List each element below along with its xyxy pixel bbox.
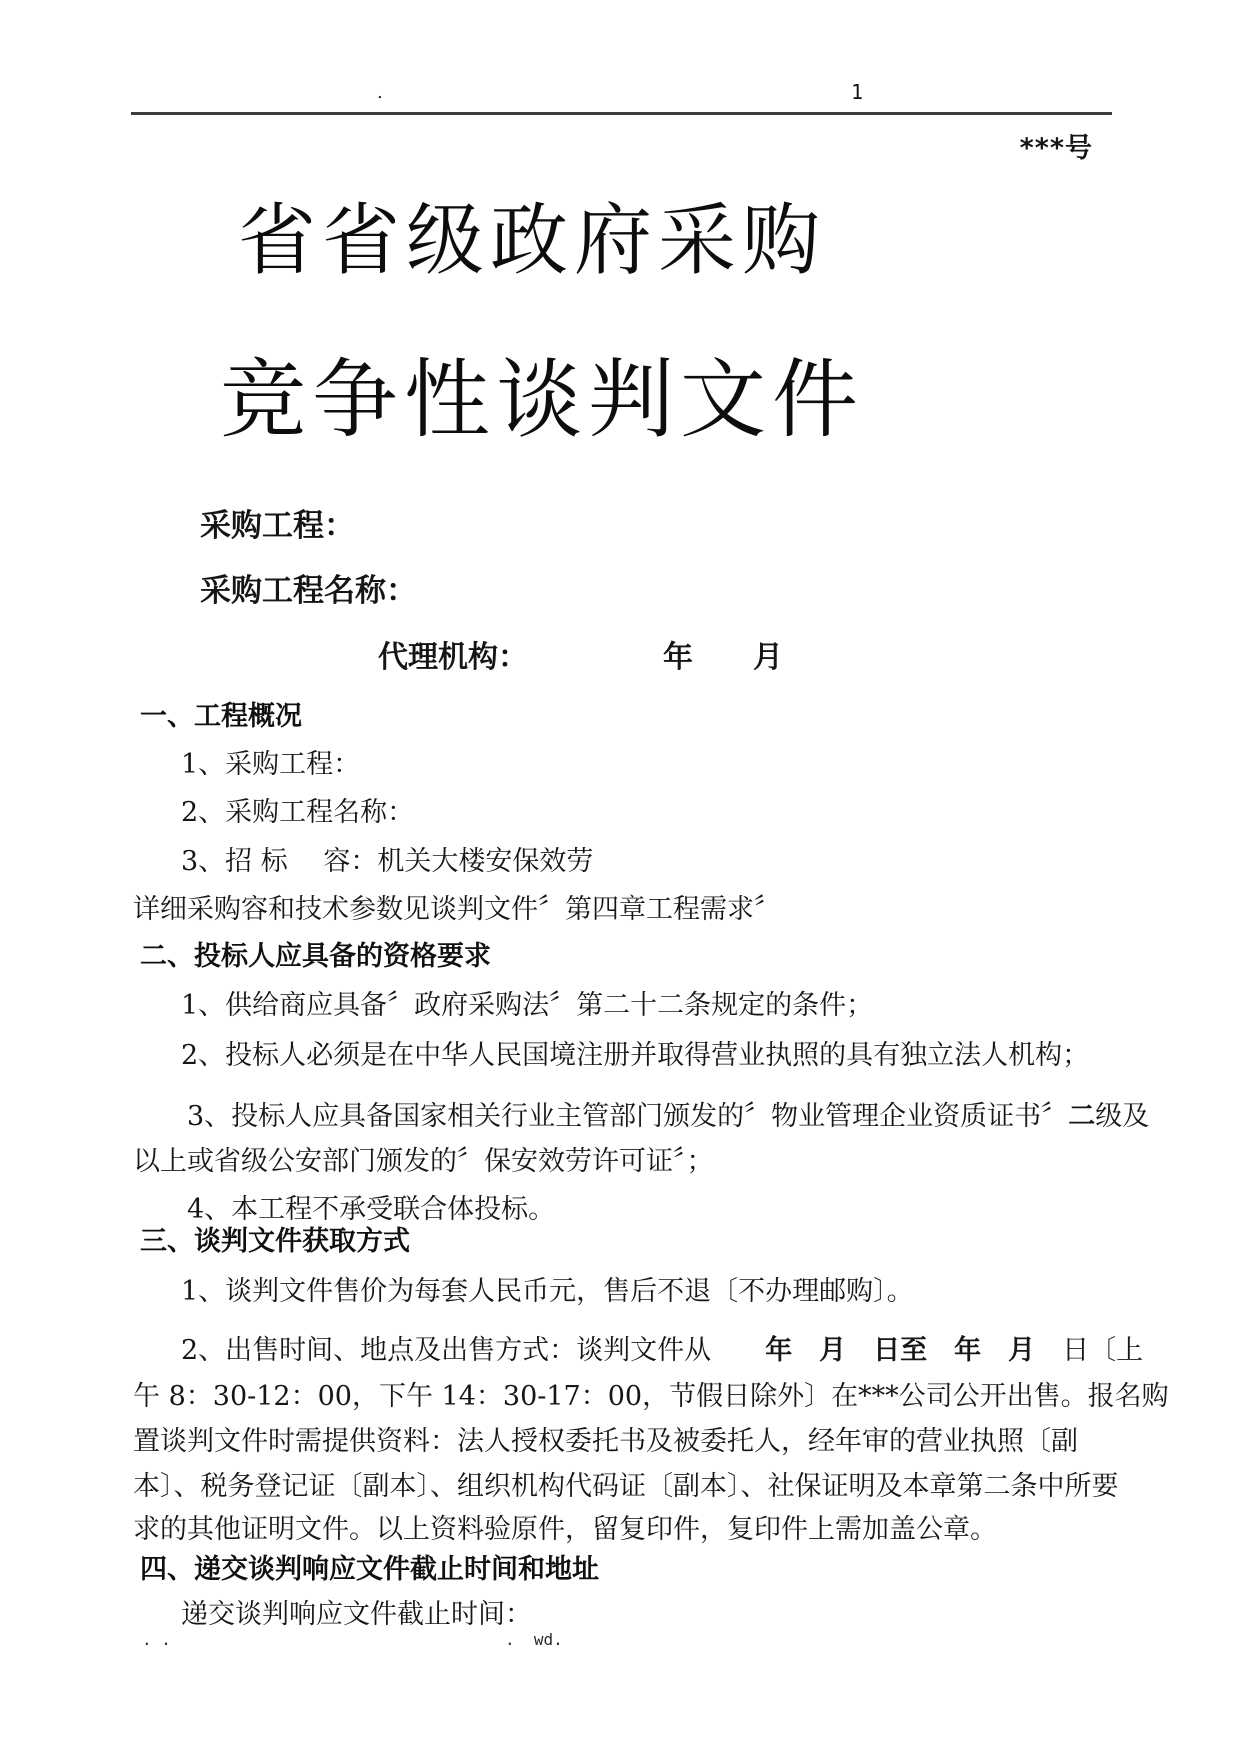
- section2-item3-suffix: 级及: [1095, 1101, 1150, 1132]
- header-rule: [131, 112, 1112, 115]
- section1-note: 详细采购容和技术参数见谈判文件〞第四章工程需求〞: [133, 894, 781, 925]
- section2-item3-line2: 以上或省级公安部门颁发的〞保安效劳许可证〞；: [133, 1146, 714, 1177]
- section3-item2-line1: [181, 1328, 1143, 1367]
- section1-item1: 1、采购工程：: [181, 749, 361, 780]
- section4-item1: 递交谈判响应文件截止时间：: [181, 1599, 532, 1630]
- section3-cont3: 本〕、税务登记证〔副本〕、组织机构代码证〔副本〕、社保证明及本章第二条中所要: [133, 1471, 1119, 1502]
- footer-left-marks: . .: [142, 1630, 171, 1649]
- cover-agency-date-line: 代理机构： 年 月: [378, 640, 783, 675]
- section1-item2: 2、采购工程名称：: [181, 797, 415, 828]
- section2-item3-bold: 二: [1068, 1101, 1096, 1132]
- title-line-2: 竞争性谈判文件: [220, 350, 864, 450]
- section1-heading: 一、工程概况: [140, 701, 302, 732]
- cover-project-label: 采购工程：: [200, 508, 355, 544]
- section3-item2-prefix: 2、出售时间、地点及出售方式：谈判文件从: [181, 1335, 766, 1366]
- cover-project-name-label: 采购工程名称：: [200, 573, 417, 609]
- page-number: 1: [851, 80, 864, 104]
- section2-item1: 1、供给商应具备〞政府采购法〞第二十二条规定的条件；: [181, 990, 874, 1021]
- section1-item3: 3、招 标 容：机关大楼安保效劳: [181, 846, 594, 877]
- header-dot: .: [377, 82, 383, 103]
- section2-item4: 4、本工程不承受联合体投标。: [187, 1194, 556, 1225]
- section2-heading: 二、投标人应具备的资格要求: [140, 941, 491, 972]
- title-line-1: 省省级政府采购: [238, 196, 827, 286]
- document-number: ***号: [1019, 133, 1093, 164]
- section3-cont1: 午 8：30-12：00，下午 14：30-17：00，节假日除外〕在***公司公开出售。报名购: [133, 1381, 1169, 1412]
- section3-cont4: 求的其他证明文件。以上资料验原件，留复印件，复印件上需加盖公章。: [133, 1514, 997, 1545]
- section2-item3-prefix: 3、投标人应具备国家相关行业主管部门颁发的〞物业管理企业资质证书〞: [187, 1101, 1069, 1132]
- section3-item1: 1、谈判文件售价为每套人民币元，售后不退〔不办理邮购〕。: [181, 1276, 914, 1307]
- section4-heading: 四、递交谈判响应文件截止时间和地址: [140, 1554, 599, 1585]
- section2-item2: 2、投标人必须是在中华人民国境注册并取得营业执照的具有独立法人机构；: [181, 1040, 1090, 1071]
- section3-item2-suffix: 日〔上: [1035, 1335, 1144, 1366]
- section2-item3-line1: [187, 1094, 1149, 1133]
- section3-heading: 三、谈判文件获取方式: [140, 1226, 410, 1257]
- footer-center-marks: . wd.: [505, 1630, 563, 1649]
- section3-cont2: 置谈判文件时需提供资料：法人授权委托书及被委托人，经年审的营业执照〔副: [133, 1426, 1078, 1457]
- section3-item2-bold-dates: 年 月 日至 年 月: [765, 1335, 1036, 1366]
